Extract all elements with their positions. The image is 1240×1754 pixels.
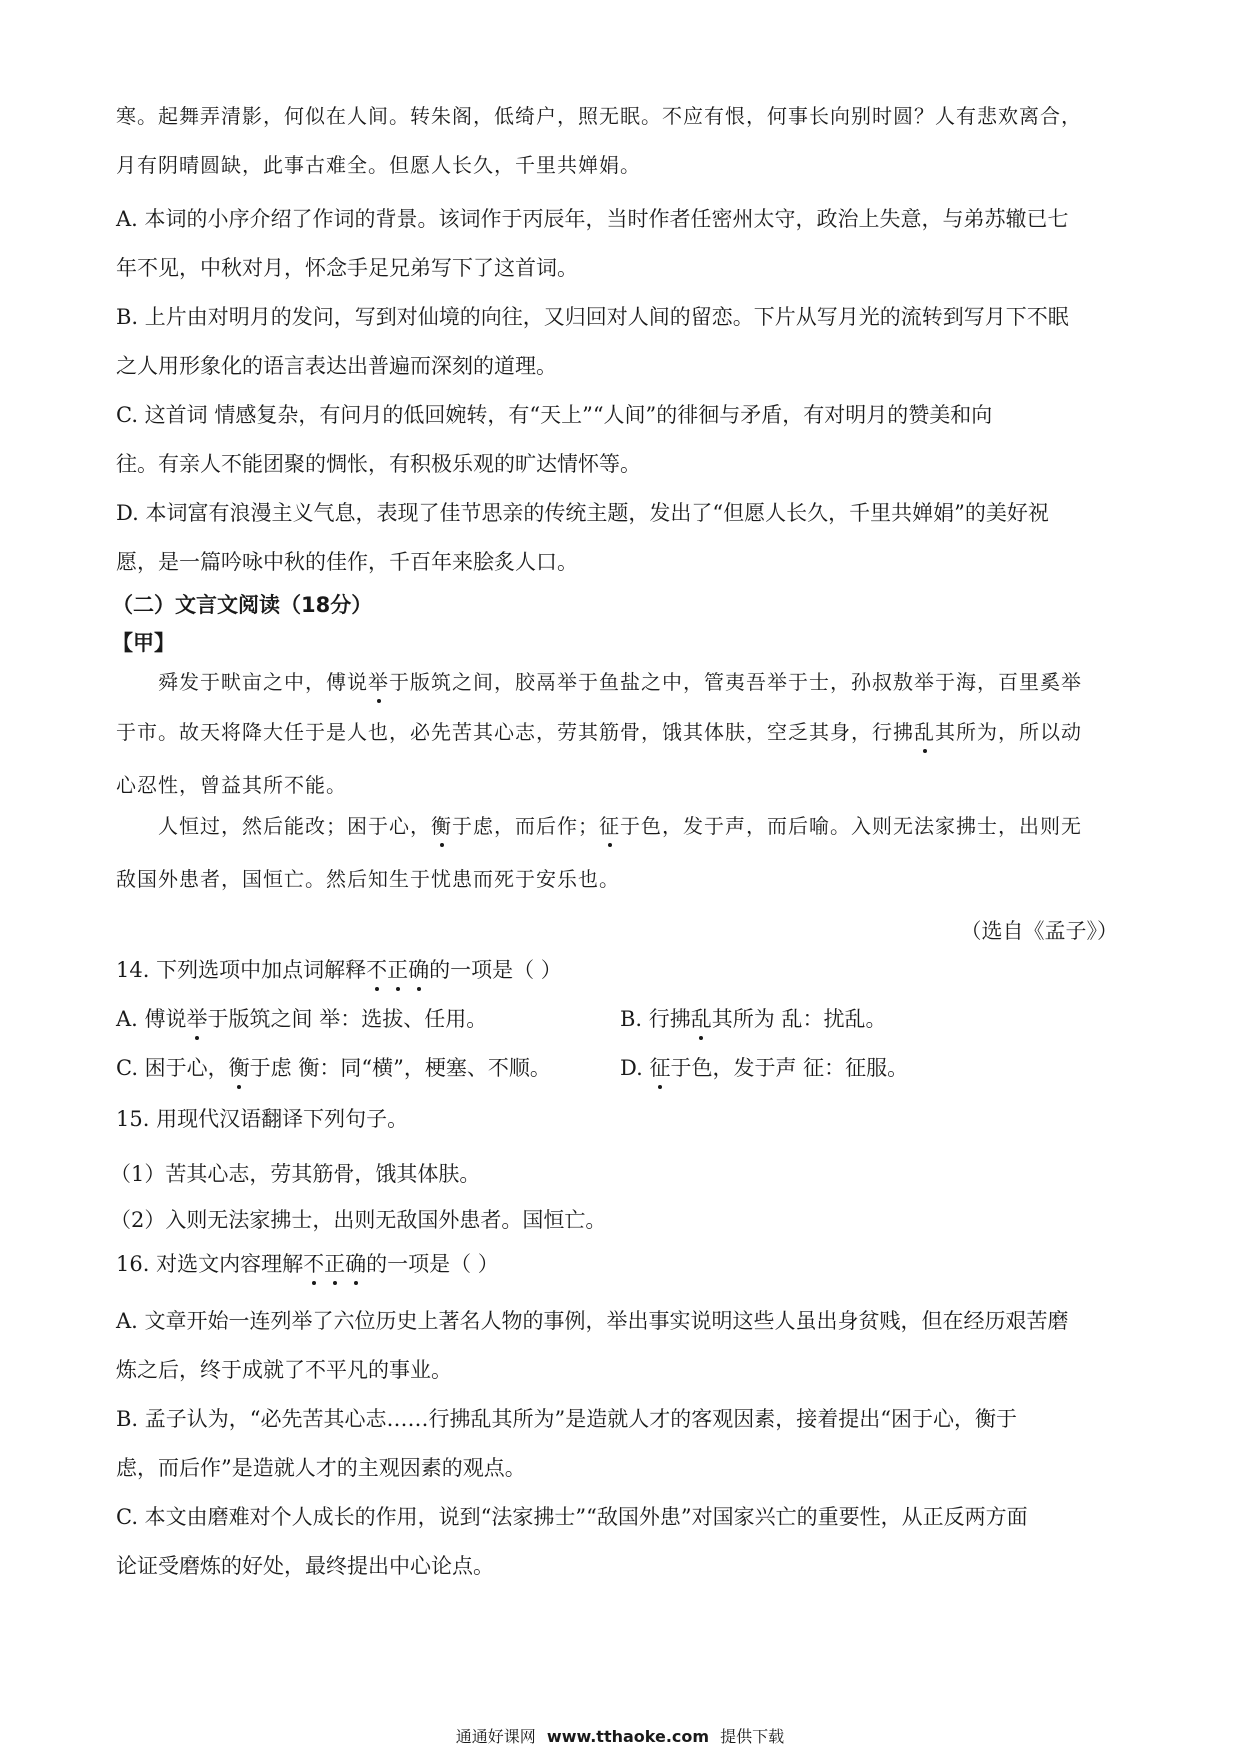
q16-option-c-line-1: C. 本文由磨难对个人成长的作用，说到“法家拂士”“敌国外患”对国家兴亡的重要性，从正反两方面: [116, 1505, 1028, 1529]
dotted-word: 确: [345, 1249, 366, 1279]
footer-site-name: 通通好课网: [455, 1727, 536, 1746]
q16-option-a-line-1: A. 文章开始一连列举了六位历史上著名人物的事例，举出事实说明这些人虽出身贫贱，但在经历艰苦磨: [116, 1309, 1069, 1333]
page-footer: [0, 1724, 1240, 1747]
q13-option-d-line-2: 愿，是一篇吟咏中秋的佳作，千百年来脍炙人口。: [116, 550, 578, 574]
dotted-word: 征: [649, 1053, 670, 1083]
q13-option-b-line-1: B. 上片由对明月的发问，写到对仙境的向往，又归回对人间的留恋。下片从写月光的流转到写月下不眠: [116, 305, 1069, 329]
dotted-word: 确: [408, 955, 429, 985]
dotted-word: 衡: [431, 811, 452, 841]
dotted-word: 衡: [229, 1053, 250, 1083]
poem-line-1: 寒。起舞弄清影，何似在人间。转朱阁，低绮户，照无眠。不应有恨，何事长向别时圆？人有悲欢离合，: [116, 104, 1082, 128]
q14-option-b: B. 行拂乱其所为 乱：扰乱。: [620, 1004, 1120, 1034]
q15-sentence-1: （1）苦其心志，劳其筋骨，饿其体肤。: [110, 1162, 481, 1186]
q16-stem: 16. 对选文内容理解不正确的一项是（ ）: [116, 1249, 1126, 1279]
q15-stem: 15. 用现代汉语翻译下列句子。: [116, 1107, 409, 1131]
footer-url-link[interactable]: www.tthaoke.com: [546, 1727, 710, 1746]
q16-option-b-line-1: B. 孟子认为，“必先苦其心志……行拂乱其所为”是造就人才的客观因素，接着提出“困于心，衡于: [116, 1407, 1017, 1431]
q13-option-a-line-1: A. 本词的小序介绍了作词的背景。该词作于丙辰年，当时作者任密州太守，政治上失意，与弟苏辙已七: [116, 207, 1069, 231]
passage-label-jia: 【甲】: [112, 631, 175, 655]
q13-option-c-line-2: 往。有亲人不能团聚的惆怅，有积极乐观的旷达情怀等。: [116, 452, 641, 476]
dotted-word: 正: [324, 1249, 345, 1279]
passage-source: （选自《孟子》）: [960, 919, 1118, 943]
dotted-word: 不: [303, 1249, 324, 1279]
q14-option-a: A. 傅说举于版筑之间 举：选拔、任用。: [116, 1004, 636, 1034]
q16-option-a-line-2: 炼之后，终于成就了不平凡的事业。: [116, 1358, 452, 1382]
dotted-word: 乱: [691, 1004, 712, 1034]
poem-line-2: 月有阴晴圆缺，此事古难全。但愿人长久，千里共婵娟。: [116, 153, 641, 177]
q16-option-c-line-2: 论证受磨炼的好处，最终提出中心论点。: [116, 1554, 494, 1578]
passage-p1-line-2: 于市。故天将降大任于是人也，必先苦其心志，劳其筋骨，饿其体肤，空乏其身，行拂乱其所为，所以动: [116, 717, 1126, 747]
q13-option-c-line-1: C. 这首词 情感复杂，有问月的低回婉转，有“天上”“人间”的徘徊与矛盾，有对明月的赞美和向: [116, 403, 993, 427]
dotted-word: 征: [599, 811, 620, 841]
q16-option-b-line-2: 虑，而后作”是造就人才的主观因素的观点。: [116, 1456, 526, 1480]
passage-p1-line-1: 舜发于畎亩之中，傅说举于版筑之间，胶鬲举于鱼盐之中，管夷吾举于士，孙叔敖举于海，百里奚举: [158, 667, 1126, 697]
dotted-word: 举: [187, 1004, 208, 1034]
passage-p1-line-3: 心忍性，曾益其所不能。: [116, 773, 347, 797]
q13-option-b-line-2: 之人用形象化的语言表达出普遍而深刻的道理。: [116, 354, 557, 378]
dotted-word: 不: [366, 955, 387, 985]
passage-p2-line-2: 敌国外患者，国恒亡。然后知生于忧患而死于安乐也。: [116, 867, 620, 891]
dotted-word: 正: [387, 955, 408, 985]
q14-stem: 14. 下列选项中加点词解释不正确的一项是（ ）: [116, 955, 1126, 985]
q14-option-d: D. 征于色，发于声 征：征服。: [620, 1053, 1120, 1083]
footer-download-text: 提供下载: [720, 1727, 785, 1746]
q14-option-c: C. 困于心，衡于虑 衡：同“横”，梗塞、不顺。: [116, 1053, 616, 1083]
dotted-word: 乱: [914, 717, 935, 747]
section-heading: （二）文言文阅读（18分）: [112, 593, 373, 617]
passage-p2-line-1: 人恒过，然后能改；困于心，衡于虑，而后作；征于色，发于声，而后喻。入则无法家拂士，出则无: [158, 811, 1126, 841]
q15-sentence-2: （2）入则无法家拂士，出则无敌国外患者。国恒亡。: [110, 1208, 607, 1232]
q13-option-a-line-2: 年不见，中秋对月，怀念手足兄弟写下了这首词。: [116, 256, 578, 280]
q13-option-d-line-1: D. 本词富有浪漫主义气息，表现了佳节思亲的传统主题，发出了“但愿人长久，千里共婵娟”的美好祝: [116, 501, 1049, 525]
dotted-word: 举: [368, 667, 389, 697]
